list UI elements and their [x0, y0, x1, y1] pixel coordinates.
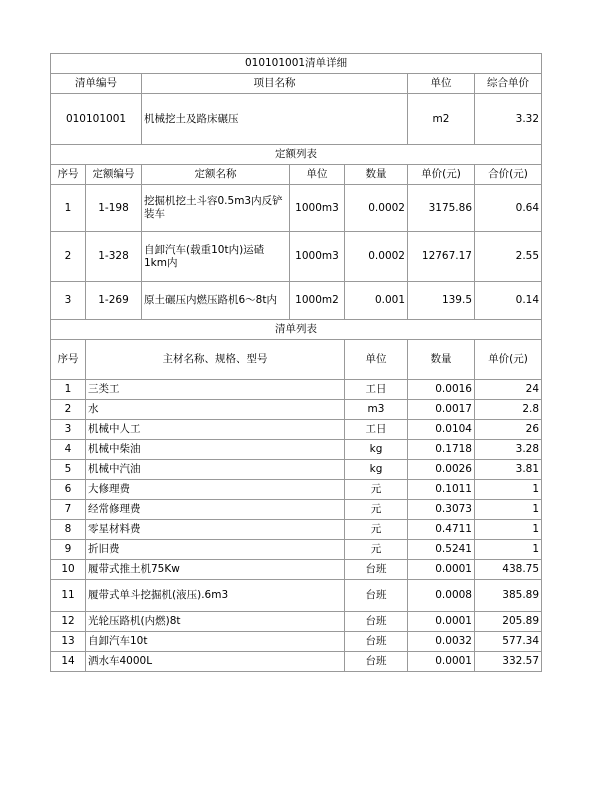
quota-no: 2 — [51, 232, 86, 282]
quota-no: 1 — [51, 185, 86, 232]
material-name: 零星材料费 — [86, 520, 345, 540]
quota-name: 挖掘机挖土斗容0.5m3内反铲装车 — [142, 185, 290, 232]
quota-qty-header: 数量 — [345, 165, 408, 185]
material-qty: 0.0001 — [408, 612, 475, 632]
material-qty: 0.1718 — [408, 440, 475, 460]
material-row — [51, 380, 542, 400]
material-unit-price: 2.8 — [475, 400, 542, 420]
material-header-row — [51, 340, 542, 380]
material-unit-price: 26 — [475, 420, 542, 440]
quota-qty: 0.0002 — [345, 185, 408, 232]
material-name: 机械中汽油 — [86, 460, 345, 480]
material-no: 8 — [51, 520, 86, 540]
bill-detail-table — [50, 53, 542, 672]
bill-name: 机械挖土及路床碾压 — [142, 94, 408, 145]
material-unit-price: 1 — [475, 500, 542, 520]
material-name: 机械中人工 — [86, 420, 345, 440]
material-no: 6 — [51, 480, 86, 500]
material-name: 机械中柴油 — [86, 440, 345, 460]
quota-qty: 0.0002 — [345, 232, 408, 282]
material-unit: 台班 — [345, 560, 408, 580]
quota-unit-price: 3175.86 — [408, 185, 475, 232]
material-row — [51, 632, 542, 652]
material-unit-price: 205.89 — [475, 612, 542, 632]
material-unit-price: 385.89 — [475, 580, 542, 612]
material-qty: 0.0001 — [408, 652, 475, 672]
material-name: 履带式推土机75Kw — [86, 560, 345, 580]
material-no: 14 — [51, 652, 86, 672]
material-unit-price-header: 单价(元) — [475, 340, 542, 380]
material-row — [51, 500, 542, 520]
material-row — [51, 480, 542, 500]
material-qty: 0.3073 — [408, 500, 475, 520]
quota-unit-price: 12767.17 — [408, 232, 475, 282]
material-unit: 工日 — [345, 420, 408, 440]
material-unit: 元 — [345, 500, 408, 520]
material-row — [51, 520, 542, 540]
material-name: 三类工 — [86, 380, 345, 400]
material-qty: 0.5241 — [408, 540, 475, 560]
bill-price: 3.32 — [475, 94, 542, 145]
material-unit-price: 3.81 — [475, 460, 542, 480]
quota-unit: 1000m2 — [290, 282, 345, 320]
quota-total: 0.14 — [475, 282, 542, 320]
table-title-row — [51, 54, 542, 74]
material-qty: 0.4711 — [408, 520, 475, 540]
material-unit: 台班 — [345, 612, 408, 632]
material-section-title: 清单列表 — [51, 320, 542, 340]
quota-section-title-row — [51, 145, 542, 165]
material-unit-price: 438.75 — [475, 560, 542, 580]
quota-row — [51, 232, 542, 282]
material-no: 1 — [51, 380, 86, 400]
quota-code: 1-328 — [86, 232, 142, 282]
material-row — [51, 420, 542, 440]
material-row — [51, 652, 542, 672]
material-name: 履带式单斗挖掘机(液压).6m3 — [86, 580, 345, 612]
material-row — [51, 612, 542, 632]
material-qty: 0.0016 — [408, 380, 475, 400]
bill-price-header: 综合单价 — [475, 74, 542, 94]
material-row — [51, 560, 542, 580]
material-unit-price: 1 — [475, 540, 542, 560]
material-unit-price: 24 — [475, 380, 542, 400]
material-unit-price: 1 — [475, 480, 542, 500]
material-qty: 0.1011 — [408, 480, 475, 500]
material-name: 水 — [86, 400, 345, 420]
quota-total: 2.55 — [475, 232, 542, 282]
bill-code-header: 清单编号 — [51, 74, 142, 94]
material-no: 3 — [51, 420, 86, 440]
quota-no: 3 — [51, 282, 86, 320]
material-no: 5 — [51, 460, 86, 480]
material-unit: 台班 — [345, 580, 408, 612]
material-name: 折旧费 — [86, 540, 345, 560]
material-no: 12 — [51, 612, 86, 632]
material-unit: m3 — [345, 400, 408, 420]
quota-code: 1-269 — [86, 282, 142, 320]
material-no: 4 — [51, 440, 86, 460]
material-name: 经常修理费 — [86, 500, 345, 520]
quota-unit: 1000m3 — [290, 232, 345, 282]
material-unit: 元 — [345, 480, 408, 500]
quota-unit-price: 139.5 — [408, 282, 475, 320]
material-row — [51, 400, 542, 420]
quota-no-header: 序号 — [51, 165, 86, 185]
material-qty: 0.0008 — [408, 580, 475, 612]
material-unit: 元 — [345, 520, 408, 540]
quota-row — [51, 282, 542, 320]
quota-code: 1-198 — [86, 185, 142, 232]
material-name: 光轮压路机(内燃)8t — [86, 612, 345, 632]
quota-header-row — [51, 165, 542, 185]
material-no: 2 — [51, 400, 86, 420]
material-no: 7 — [51, 500, 86, 520]
quota-name: 原土碾压内燃压路机6～8t内 — [142, 282, 290, 320]
material-unit-price: 332.57 — [475, 652, 542, 672]
quota-section-title: 定额列表 — [51, 145, 542, 165]
material-no: 9 — [51, 540, 86, 560]
material-name: 洒水车4000L — [86, 652, 345, 672]
bill-unit: m2 — [408, 94, 475, 145]
material-unit-price: 1 — [475, 520, 542, 540]
bill-header-row — [51, 74, 542, 94]
material-unit: 台班 — [345, 652, 408, 672]
material-name: 自卸汽车10t — [86, 632, 345, 652]
bill-row — [51, 94, 542, 145]
page-title: 010101001清单详细 — [51, 54, 542, 74]
material-no-header: 序号 — [51, 340, 86, 380]
material-qty: 0.0001 — [408, 560, 475, 580]
material-unit-header: 单位 — [345, 340, 408, 380]
quota-total: 0.64 — [475, 185, 542, 232]
material-name: 大修理费 — [86, 480, 345, 500]
material-unit: kg — [345, 460, 408, 480]
material-unit: kg — [345, 440, 408, 460]
material-row — [51, 540, 542, 560]
material-row — [51, 580, 542, 612]
quota-name-header: 定额名称 — [142, 165, 290, 185]
material-qty: 0.0032 — [408, 632, 475, 652]
material-no: 11 — [51, 580, 86, 612]
material-qty: 0.0017 — [408, 400, 475, 420]
quota-code-header: 定额编号 — [86, 165, 142, 185]
quota-qty: 0.001 — [345, 282, 408, 320]
quota-name: 自卸汽车(载重10t内)运碴1km内 — [142, 232, 290, 282]
quota-row — [51, 185, 542, 232]
material-section-title-row — [51, 320, 542, 340]
quota-unit-price-header: 单价(元) — [408, 165, 475, 185]
bill-name-header: 项目名称 — [142, 74, 408, 94]
material-row — [51, 460, 542, 480]
bill-unit-header: 单位 — [408, 74, 475, 94]
material-qty: 0.0104 — [408, 420, 475, 440]
material-qty: 0.0026 — [408, 460, 475, 480]
bill-code: 010101001 — [51, 94, 142, 145]
material-unit-price: 577.34 — [475, 632, 542, 652]
material-qty-header: 数量 — [408, 340, 475, 380]
quota-unit: 1000m3 — [290, 185, 345, 232]
material-unit-price: 3.28 — [475, 440, 542, 460]
material-no: 13 — [51, 632, 86, 652]
material-no: 10 — [51, 560, 86, 580]
quota-unit-header: 单位 — [290, 165, 345, 185]
quota-total-header: 合价(元) — [475, 165, 542, 185]
material-unit: 元 — [345, 540, 408, 560]
material-unit: 台班 — [345, 632, 408, 652]
material-name-header: 主材名称、规格、型号 — [86, 340, 345, 380]
material-unit: 工日 — [345, 380, 408, 400]
material-row — [51, 440, 542, 460]
